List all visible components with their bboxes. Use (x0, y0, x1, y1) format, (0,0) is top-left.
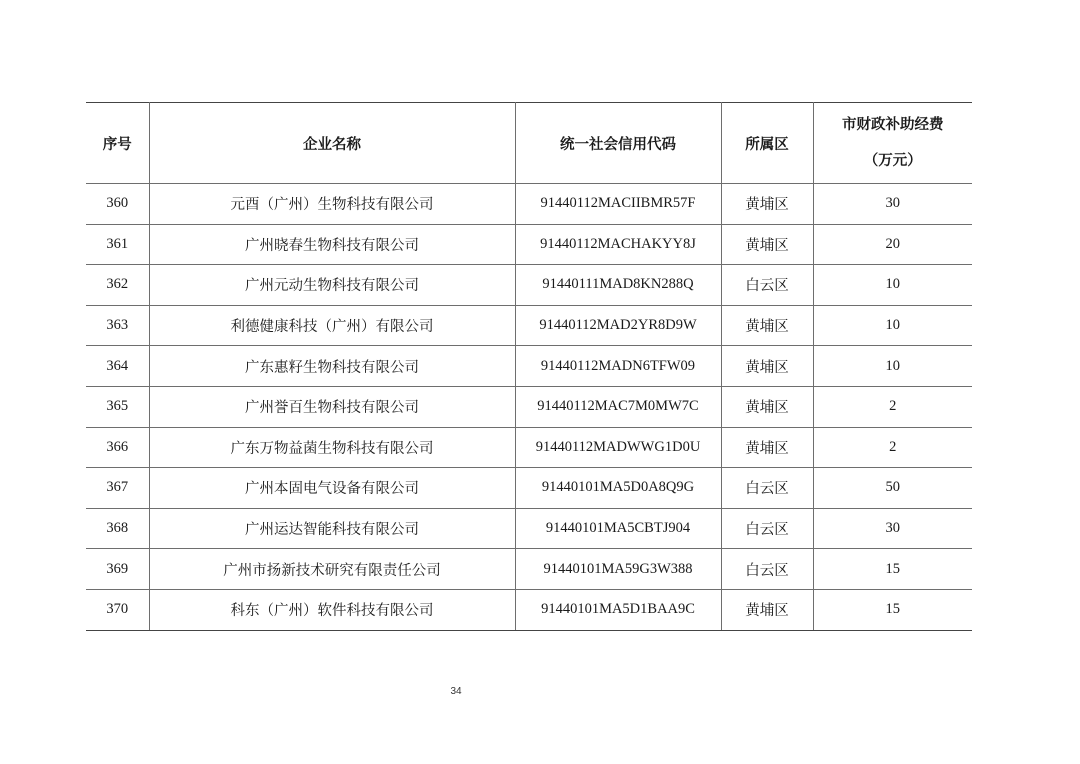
cell-amount: 30 (813, 184, 972, 225)
cell-district: 黄埔区 (721, 305, 813, 346)
cell-amount: 15 (813, 549, 972, 590)
cell-index: 364 (86, 346, 149, 387)
table-row (86, 549, 972, 590)
cell-index: 360 (86, 184, 149, 225)
cell-credit-code: 91440112MACHAKYY8J (515, 224, 721, 265)
cell-index: 365 (86, 386, 149, 427)
cell-index: 370 (86, 589, 149, 630)
cell-amount: 30 (813, 508, 972, 549)
cell-company-name: 广州誉百生物科技有限公司 (149, 386, 515, 427)
cell-credit-code: 91440112MADWWG1D0U (515, 427, 721, 468)
cell-amount: 15 (813, 589, 972, 630)
header-index: 序号 (86, 103, 149, 184)
cell-amount: 10 (813, 305, 972, 346)
table-row (86, 468, 972, 509)
cell-district: 黄埔区 (721, 184, 813, 225)
cell-amount: 10 (813, 346, 972, 387)
cell-credit-code: 91440101MA59G3W388 (515, 549, 721, 590)
cell-index: 363 (86, 305, 149, 346)
cell-district: 白云区 (721, 468, 813, 509)
table-row (86, 508, 972, 549)
cell-index: 361 (86, 224, 149, 265)
cell-credit-code: 91440112MADN6TFW09 (515, 346, 721, 387)
cell-index: 368 (86, 508, 149, 549)
table-row (86, 346, 972, 387)
header-district: 所属区 (721, 103, 813, 184)
cell-district: 白云区 (721, 508, 813, 549)
table-header-row (86, 103, 972, 184)
cell-credit-code: 91440101MA5CBTJ904 (515, 508, 721, 549)
cell-district: 黄埔区 (721, 589, 813, 630)
header-company-name: 企业名称 (149, 103, 515, 184)
cell-amount: 2 (813, 427, 972, 468)
cell-company-name: 广州晓春生物科技有限公司 (149, 224, 515, 265)
header-funding (813, 103, 972, 184)
table-row (86, 386, 972, 427)
cell-district: 黄埔区 (721, 427, 813, 468)
cell-credit-code: 91440101MA5D0A8Q9G (515, 468, 721, 509)
cell-company-name: 广东惠籽生物科技有限公司 (149, 346, 515, 387)
header-funding-title: 市财政补助经费 (842, 116, 944, 133)
cell-amount: 20 (813, 224, 972, 265)
cell-credit-code: 91440112MACIIBMR57F (515, 184, 721, 225)
cell-district: 黄埔区 (721, 224, 813, 265)
cell-company-name: 广州运达智能科技有限公司 (149, 508, 515, 549)
cell-index: 367 (86, 468, 149, 509)
cell-district: 黄埔区 (721, 346, 813, 387)
table-row (86, 184, 972, 225)
subsidy-table (86, 102, 972, 631)
cell-amount: 50 (813, 468, 972, 509)
cell-company-name: 广东万物益菌生物科技有限公司 (149, 427, 515, 468)
cell-index: 369 (86, 549, 149, 590)
cell-company-name: 利德健康科技（广州）有限公司 (149, 305, 515, 346)
cell-district: 白云区 (721, 549, 813, 590)
cell-credit-code: 91440112MAD2YR8D9W (515, 305, 721, 346)
cell-company-name: 广州市扬新技术研究有限责任公司 (149, 549, 515, 590)
cell-company-name: 广州元动生物科技有限公司 (149, 265, 515, 306)
header-credit-code: 统一社会信用代码 (515, 103, 721, 184)
header-funding-unit: （万元） (863, 153, 922, 169)
page-number: 34 (450, 686, 462, 697)
cell-credit-code: 91440101MA5D1BAA9C (515, 589, 721, 630)
cell-index: 366 (86, 427, 149, 468)
cell-district: 白云区 (721, 265, 813, 306)
cell-amount: 2 (813, 386, 972, 427)
table-row (86, 427, 972, 468)
cell-company-name: 科东（广州）软件科技有限公司 (149, 589, 515, 630)
cell-index: 362 (86, 265, 149, 306)
cell-district: 黄埔区 (721, 386, 813, 427)
cell-company-name: 元酉（广州）生物科技有限公司 (149, 184, 515, 225)
table-row (86, 589, 972, 630)
cell-credit-code: 91440112MAC7M0MW7C (515, 386, 721, 427)
table-row (86, 265, 972, 306)
cell-company-name: 广州本固电气设备有限公司 (149, 468, 515, 509)
cell-amount: 10 (813, 265, 972, 306)
table-row (86, 305, 972, 346)
table-row (86, 224, 972, 265)
cell-credit-code: 91440111MAD8KN288Q (515, 265, 721, 306)
